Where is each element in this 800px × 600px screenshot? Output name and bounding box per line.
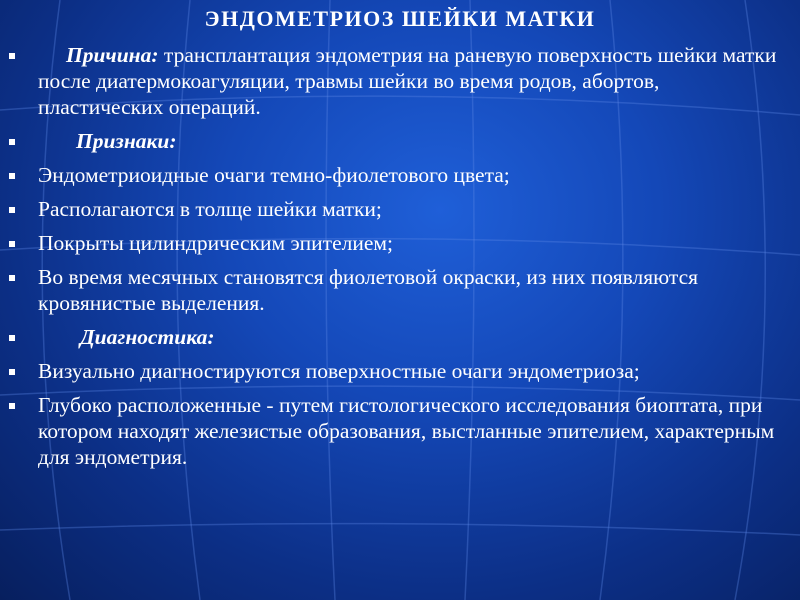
sign-text: Покрыты цилиндрическим эпителием; (38, 231, 393, 255)
list-item-diagnostic (0, 358, 800, 384)
diagnostics-heading: Диагностика: (80, 325, 215, 349)
diagnostic-text: Визуально диагностируются поверхностные очаги эндометриоза; (38, 359, 640, 383)
bullet-square-icon (9, 207, 15, 213)
slide-title: ЭНДОМЕТРИОЗ ШЕЙКИ МАТКИ (204, 6, 596, 31)
bullet-square-icon (9, 53, 15, 59)
bullet-list (0, 42, 800, 478)
bullet-square-icon (9, 139, 15, 145)
diagnostic-text: Глубоко расположенные - путем гистологического исследования биоптата, при котором находят железистые образования, выстланные эпителием, характерным для эндометрия. (38, 393, 775, 469)
sign-text: Во время месячных становятся фиолетовой окраски, из них появляются кровянистые выделения. (38, 265, 699, 315)
bullet-square-icon (9, 403, 15, 409)
list-item-sign (0, 230, 800, 256)
list-item-signs-heading (0, 128, 800, 154)
list-item-diagnostic (0, 392, 800, 470)
cause-text-block (38, 43, 776, 119)
list-item-sign (0, 196, 800, 222)
sign-text: Эндометриоидные очаги темно-фиолетового цвета; (38, 163, 510, 187)
bullet-square-icon (9, 173, 15, 179)
signs-heading: Признаки: (76, 129, 177, 153)
sign-text: Располагаются в толще шейки матки; (38, 197, 382, 221)
bullet-square-icon (9, 241, 15, 247)
cause-text: трансплантация эндометрия на раневую поверхность шейки матки после диатермокоагуляции, травмы шейки во время родов, абортов, пластических операций. (38, 43, 777, 119)
cause-heading: Причина: (66, 43, 159, 67)
list-item-sign (0, 264, 800, 316)
list-item-sign (0, 162, 800, 188)
bullet-square-icon (9, 335, 15, 341)
list-item-diagnostics-heading (0, 324, 800, 350)
bullet-square-icon (9, 275, 15, 281)
bullet-square-icon (9, 369, 15, 375)
list-item-cause (0, 42, 800, 120)
